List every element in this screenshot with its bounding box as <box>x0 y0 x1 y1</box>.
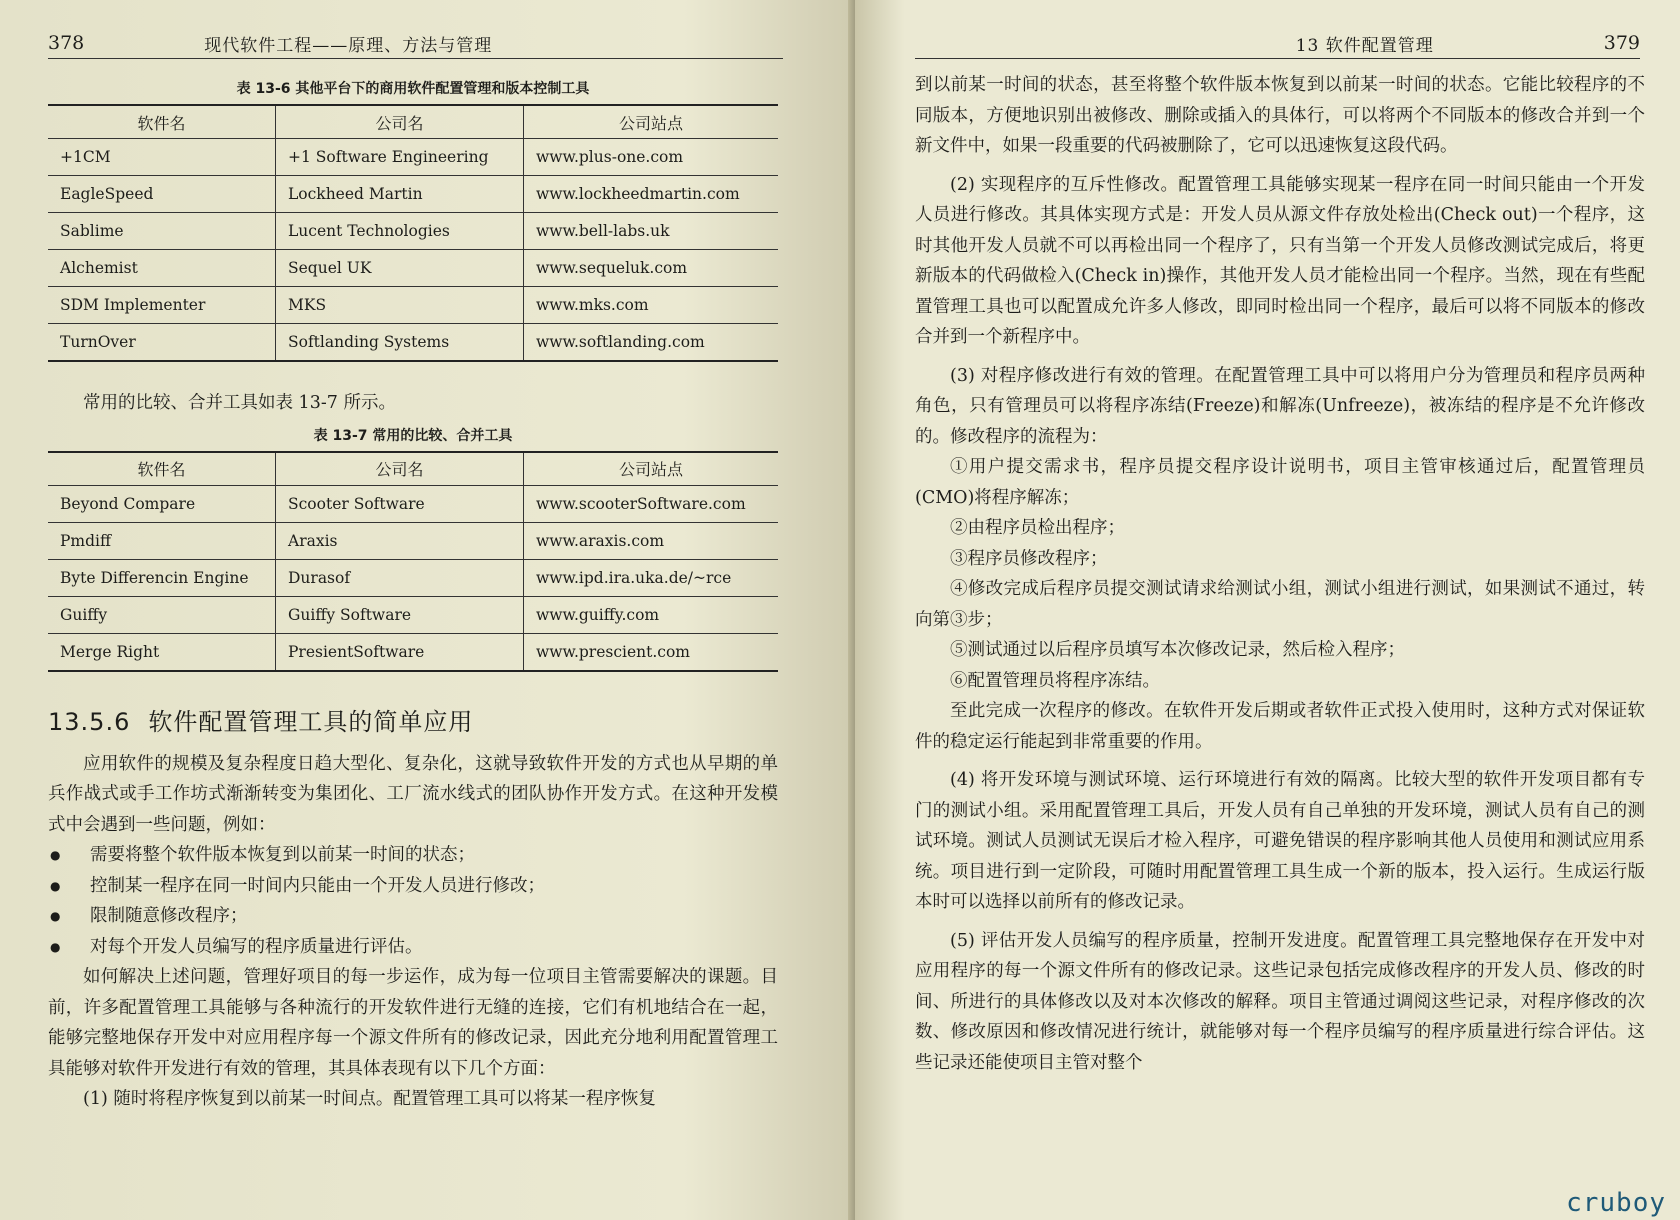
paragraph: (4) 将开发环境与测试环境、运行环境进行有效的隔离。比较大型的软件开发项目都有专门的测试小组。采用配置管理工具后，开发人员有自己单独的开发环境，测试人员有自己的测试环境。测试人员测试无误后才检入程序，可避免错误的程序影响其他人员使用和测试应用系统。项目进行到一定阶段，可随时用配置管理工具生成一个新的版本，投入运行。生成运行版本时可以选择以前所有的修改记录。 <box>915 770 1645 912</box>
left-page-number: 378 <box>48 32 85 54</box>
paragraph: (3) 对程序修改进行有效的管理。在配置管理工具中可以将用户分为管理员和程序员两种角色，只有管理员可以将程序冻结(Freeze)和解冻(Unfreeze)，被冻结的程序是不允许修改的。修改程序的流程为： <box>915 365 1645 447</box>
table2-row <box>48 596 778 633</box>
table1-header-cell: 公司名 <box>276 105 524 139</box>
section-number: 13.5.6 <box>48 707 131 736</box>
table1-row <box>48 250 778 287</box>
table-cell: www.softlanding.com <box>524 324 779 362</box>
bullet-item: ● 对每个开发人员编写的程序质量进行评估。 <box>48 932 778 963</box>
right-page-number: 379 <box>1603 32 1640 54</box>
table-cell: Alchemist <box>48 250 276 287</box>
table-13-6 <box>48 104 778 362</box>
bullet-item: ● 限制随意修改程序； <box>48 901 778 932</box>
table-cell: Durasof <box>276 559 524 596</box>
paragraph: (2) 实现程序的互斥性修改。配置管理工具能够实现某一程序在同一时间只能由一个开发人员进行修改。其具体实现方式是：开发人员从源文件存放处检出(Check out)一个程序，这时其他开发人员就不可以再检出同一个程序了，只有当第一个开发人员修改测试完成后，将更新版本的代码做检入(Check in)操作，其他开发人员才能检出同一个程序。当然，现在有些配置管理工具也可以配置成允许多人修改，即同时检出同一个程序，最后可以将不同版本的修改合并到一个新程序中。 <box>915 174 1645 347</box>
paragraph: 如何解决上述问题，管理好项目的每一步运作，成为每一位项目主管需要解决的课题。目前，许多配置管理工具能够与各种流行的开发软件进行无缝的连接，它们有机地结合在一起，能够完整地保存开发中对应用程序每一个源文件所有的修改记录，因此充分地利用配置管理工具能够对软件开发进行有效的管理，其具体表现有以下几个方面： <box>48 967 778 1079</box>
table-cell: www.lockheedmartin.com <box>524 176 779 213</box>
bullet-list <box>48 840 778 962</box>
table1-row <box>48 139 778 176</box>
left-page-header <box>48 28 783 59</box>
table-cell: www.bell-labs.uk <box>524 213 779 250</box>
table1-row <box>48 324 778 362</box>
table-cell: EagleSpeed <box>48 176 276 213</box>
table-cell: Lockheed Martin <box>276 176 524 213</box>
table2-header-cell: 软件名 <box>48 452 276 486</box>
table-cell: Merge Right <box>48 633 276 671</box>
table-cell: www.mks.com <box>524 287 779 324</box>
table1-row <box>48 213 778 250</box>
bullet-item: ● 需要将整个软件版本恢复到以前某一时间的状态； <box>48 840 778 871</box>
paragraph: (5) 评估开发人员编写的程序质量，控制开发进度。配置管理工具完整地保存在开发中对应用程序的每一个源文件所有的修改记录。这些记录包括完成修改程序的开发人员、修改的时间、所进行的具体修改以及对本次修改的解释。项目主管通过调阅这些记录，对程序修改的次数、修改原因和修改情况进行统计，就能够对每一个程序员编写的程序质量进行综合评估。这些记录还能使项目主管对整个 <box>915 930 1645 1073</box>
paragraph: (1) 随时将程序恢复到以前某一时间点。配置管理工具可以将某一程序恢复 <box>83 1089 656 1109</box>
left-header-title: 现代软件工程——原理、方法与管理 <box>204 35 493 56</box>
table-cell: Sequel UK <box>276 250 524 287</box>
table-cell: Guiffy <box>48 596 276 633</box>
table2-row <box>48 633 778 671</box>
table-cell: Araxis <box>276 522 524 559</box>
step-item: ①用户提交需求书，程序员提交程序设计说明书，项目主管审核通过后，配置管理员(CMO)将程序解冻； <box>915 457 1645 508</box>
table-cell: Pmdiff <box>48 522 276 559</box>
paragraph: 至此完成一次程序的修改。在软件开发后期或者软件正式投入使用时，这种方式对保证软件的稳定运行能起到非常重要的作用。 <box>915 701 1645 752</box>
table2-row <box>48 522 778 559</box>
step-item: ⑥配置管理员将程序冻结。 <box>950 670 1160 691</box>
table-cell: www.sequeluk.com <box>524 250 779 287</box>
paragraph: 应用软件的规模及复杂程度日趋大型化、复杂化，这就导致软件开发的方式也从早期的单兵作战式或手工作坊式渐渐转变为集团化、工厂流水线式的团队协作开发方式。在这种开发模式中会遇到一些问题，例如： <box>48 753 778 835</box>
table-cell: www.plus-one.com <box>524 139 779 176</box>
right-page <box>855 0 1680 1220</box>
table-cell: Guiffy Software <box>276 596 524 633</box>
table-cell: SDM Implementer <box>48 287 276 324</box>
table-cell: Lucent Technologies <box>276 213 524 250</box>
table-cell: www.scooterSoftware.com <box>524 485 779 522</box>
table-cell: Beyond Compare <box>48 485 276 522</box>
table-cell: Scooter Software <box>276 485 524 522</box>
table1-header-cell: 公司站点 <box>524 105 779 139</box>
left-page-content <box>48 70 778 1115</box>
section-title: 软件配置管理工具的简单应用 <box>148 707 474 736</box>
step-item: ②由程序员检出程序； <box>950 518 1125 538</box>
table1-row <box>48 287 778 324</box>
table1-header-cell: 软件名 <box>48 105 276 139</box>
table-cell: MKS <box>276 287 524 324</box>
table2-row <box>48 559 778 596</box>
table1-caption: 表 13-6 其他平台下的商用软件配置管理和版本控制工具 <box>236 81 590 97</box>
table-cell: +1 Software Engineering <box>276 139 524 176</box>
table-cell: PresientSoftware <box>276 633 524 671</box>
watermark: cruboy <box>1566 1188 1666 1218</box>
bullet-item: ● 控制某一程序在同一时间内只能由一个开发人员进行修改； <box>48 871 778 902</box>
table1-row <box>48 176 778 213</box>
table2-row <box>48 485 778 522</box>
right-page-header <box>915 28 1640 59</box>
table-cell: TurnOver <box>48 324 276 362</box>
right-page-content <box>915 70 1645 1078</box>
step-item: ④修改完成后程序员提交测试请求给测试小组，测试小组进行测试，如果测试不通过，转向第③步； <box>915 579 1645 630</box>
table-cell: Sablime <box>48 213 276 250</box>
section-heading <box>48 702 778 737</box>
paragraph: 到以前某一时间的状态，甚至将整个软件版本恢复到以前某一时间的状态。它能比较程序的不同版本，方便地识别出被修改、删除或插入的具体行，可以将两个不同版本的修改合并到一个新文件中，如果一段重要的代码被删除了，它可以迅速恢复这段代码。 <box>915 75 1645 156</box>
right-header-title: 13 软件配置管理 <box>1295 35 1434 56</box>
step-item: ③程序员修改程序； <box>950 548 1108 569</box>
table2-intro: 常用的比较、合并工具如表 13-7 所示。 <box>83 393 396 413</box>
step-item: ⑤测试通过以后程序员填写本次修改记录，然后检入程序； <box>950 640 1405 660</box>
table-cell: www.ipd.ira.uka.de/~rce <box>524 559 779 596</box>
table-13-7 <box>48 451 778 672</box>
table-cell: +1CM <box>48 139 276 176</box>
table-cell: www.araxis.com <box>524 522 779 559</box>
table2-caption: 表 13-7 常用的比较、合并工具 <box>313 427 513 444</box>
table-cell: www.guiffy.com <box>524 596 779 633</box>
table2-header-cell: 公司站点 <box>524 452 779 486</box>
table-cell: Byte Differencin Engine <box>48 559 276 596</box>
table2-header-cell: 公司名 <box>276 452 524 486</box>
table-cell: www.prescient.com <box>524 633 779 671</box>
table-cell: Softlanding Systems <box>276 324 524 362</box>
